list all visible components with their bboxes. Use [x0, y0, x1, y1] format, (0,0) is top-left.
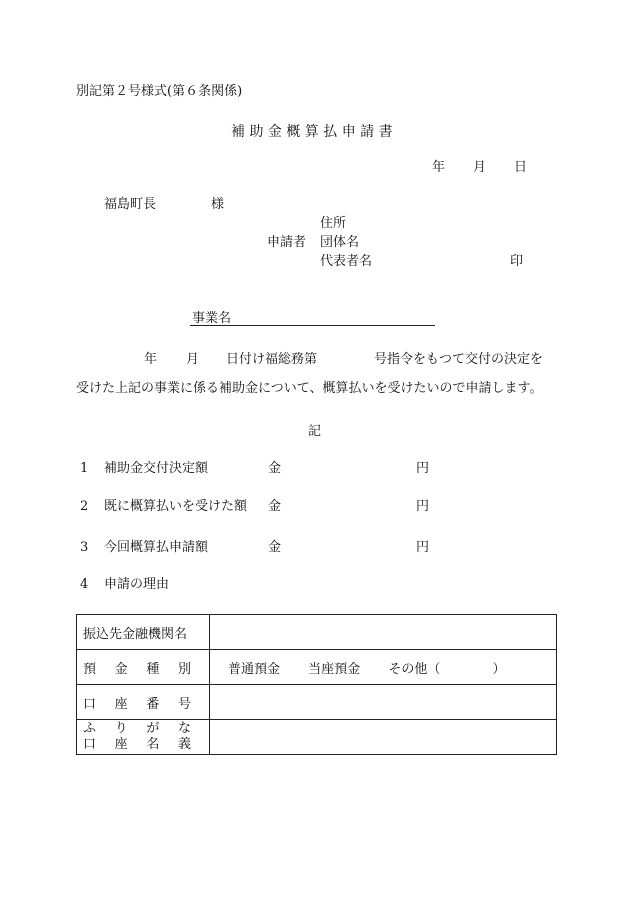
form-number: 別記第２号様式(第６条関係) — [76, 84, 243, 99]
body-date-ref: 日付け福総務第 — [226, 352, 318, 367]
project-name-label: 事業名 — [192, 311, 232, 326]
deposit-type-field[interactable] — [210, 650, 557, 685]
body-month: 月 — [186, 352, 200, 367]
addressee-honorific: 様 — [211, 197, 225, 212]
table-row — [77, 720, 557, 755]
item-kin: 金 — [268, 499, 282, 514]
option-ordinary[interactable]: 普通預金 — [228, 661, 281, 677]
account-number-label: 口 座 番 号 — [77, 685, 210, 720]
item-kin: 金 — [268, 540, 282, 555]
item-label: 既に概算払いを受けた額 — [104, 499, 248, 514]
item-yen: 円 — [416, 499, 430, 514]
project-name-underline — [190, 325, 435, 326]
deposit-type-label: 預 金 種 別 — [77, 650, 210, 685]
document-title: 補 助 金 概 算 払 申 請 書 — [231, 124, 393, 140]
bank-account-table — [76, 614, 557, 755]
item-number: 2 — [80, 499, 89, 514]
item-number: 4 — [80, 577, 89, 592]
item-label: 今回概算払申請額 — [104, 540, 209, 555]
body-year: 年 — [144, 352, 158, 367]
applicant-representative-label: 代表者名 — [320, 254, 373, 269]
institution-label: 振込先金融機関名 — [77, 615, 210, 650]
table-row — [77, 615, 557, 650]
addressee-name: 福島町長 — [104, 197, 157, 212]
date-month: 月 — [473, 160, 487, 175]
item-label: 申請の理由 — [104, 577, 170, 592]
item-label: 補助金交付決定額 — [104, 461, 209, 476]
option-current[interactable]: 当座預金 — [308, 661, 361, 677]
ki-mark: 記 — [308, 424, 322, 439]
item-kin: 金 — [268, 461, 282, 476]
table-row — [77, 650, 557, 685]
account-name-label: ふ り が な 口 座 名 義 — [77, 720, 210, 755]
account-name-field[interactable] — [210, 720, 557, 755]
applicant-address-label: 住所 — [320, 216, 347, 231]
date-day: 日 — [514, 160, 528, 175]
institution-field[interactable] — [210, 615, 557, 650]
applicant-label: 申請者 — [267, 235, 307, 250]
applicant-group-label: 団体名 — [320, 235, 360, 250]
item-yen: 円 — [416, 540, 430, 555]
option-other[interactable]: その他（ — [388, 661, 441, 677]
item-number: 3 — [80, 540, 89, 555]
table-row — [77, 685, 557, 720]
body-line1-tail: 号指令をもつて交付の決定を — [374, 352, 544, 367]
item-yen: 円 — [416, 461, 430, 476]
seal-mark: 印 — [510, 254, 524, 269]
account-number-field[interactable] — [210, 685, 557, 720]
option-other-close: ） — [492, 661, 506, 677]
body-line2: 受けた上記の事業に係る補助金について、概算払いを受けたいので申請します。 — [76, 381, 543, 396]
date-year: 年 — [432, 160, 446, 175]
item-number: 1 — [80, 461, 89, 476]
